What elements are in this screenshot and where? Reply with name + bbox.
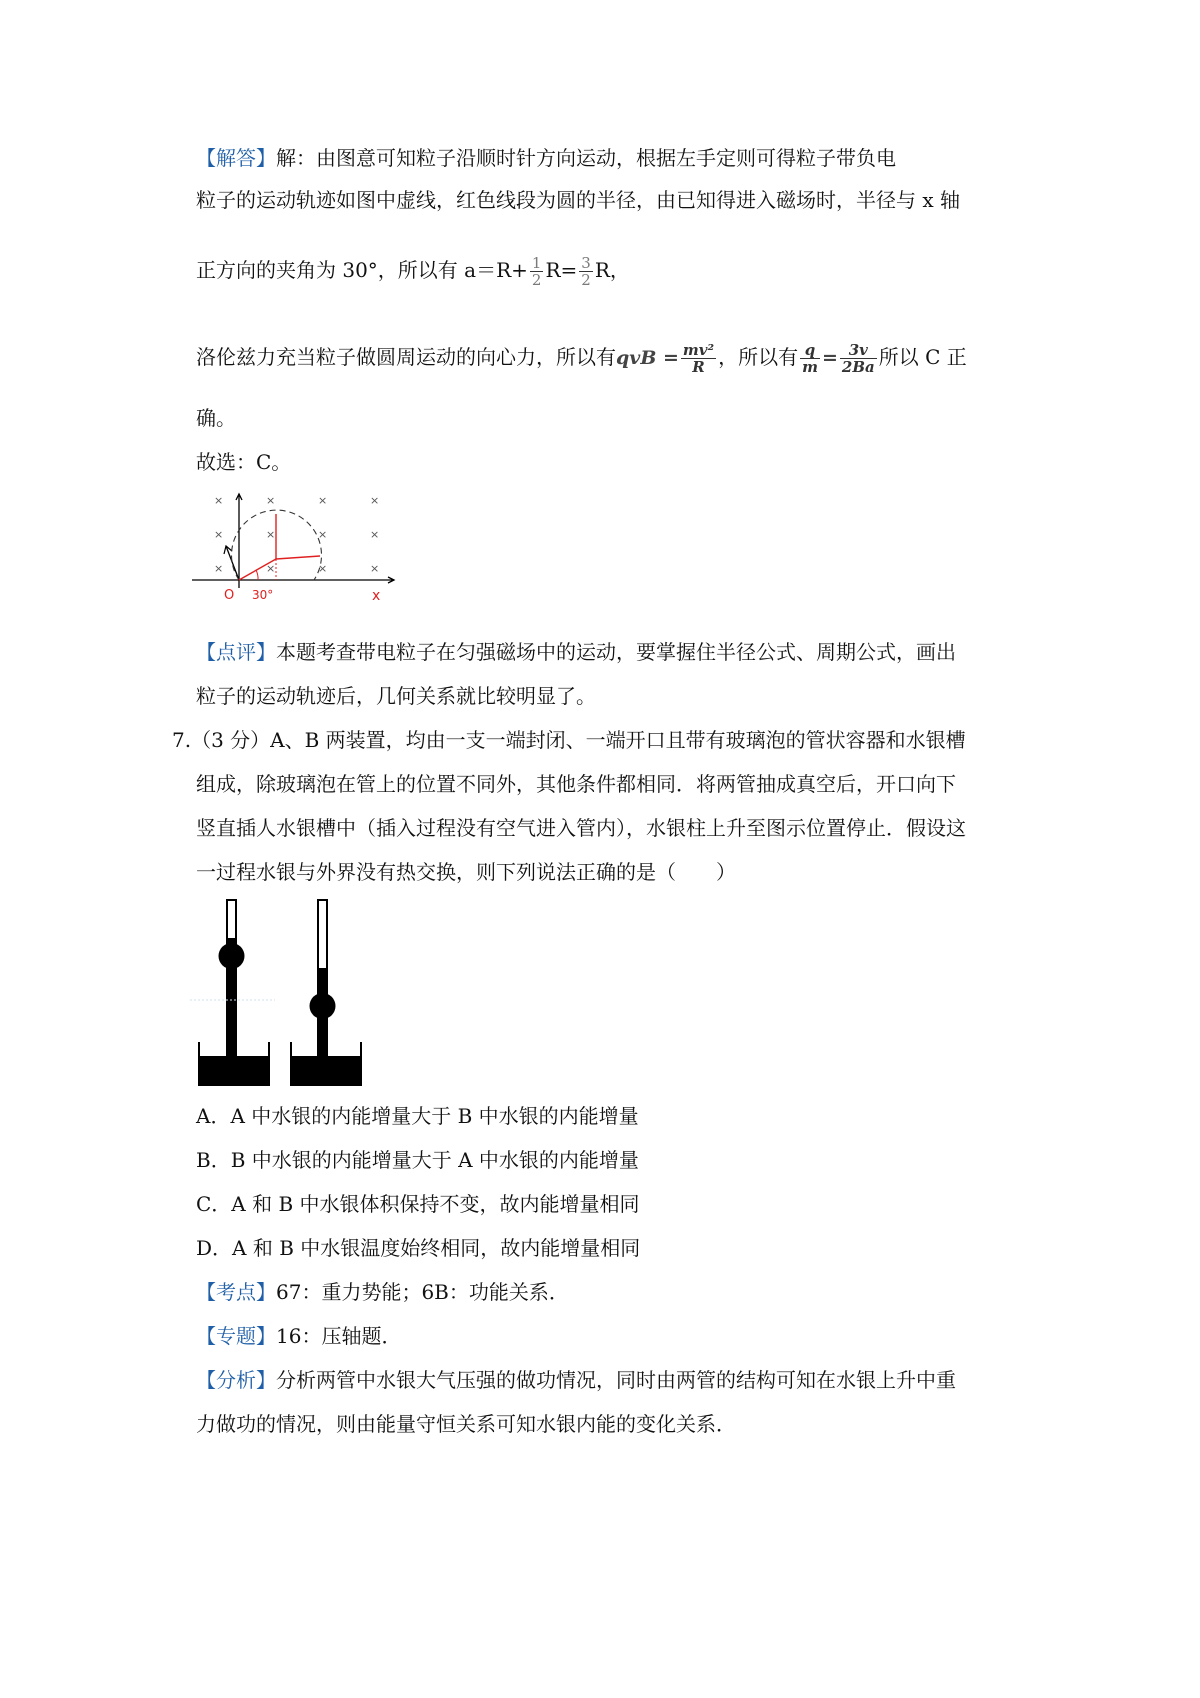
trajectory-figure	[186, 488, 401, 608]
field-cross: ×	[266, 562, 276, 575]
field-cross: ×	[214, 562, 224, 575]
zhuanti-tag: 【专题】	[196, 1324, 276, 1348]
angle-label: 30°	[252, 588, 274, 602]
field-cross: ×	[266, 494, 276, 507]
field-cross: ×	[370, 562, 380, 575]
apparatus-b	[290, 900, 362, 1086]
fraction-mv2-over-r: $\frac{\text{mv²}}{R}$	[682, 341, 715, 376]
fraction-one-half: $\frac{1}{2}$	[531, 254, 542, 289]
field-cross: ×	[214, 528, 224, 541]
fraction-q-over-m: $\frac{q}{m}$	[802, 341, 818, 376]
field-cross: ×	[266, 528, 276, 541]
option-c: C．A 和 B 中水银体积保持不变，故内能增量相同	[196, 1192, 640, 1216]
answer-line-2: 粒子的运动轨迹如图中虚线，红色线段为圆的半径，由已知得进入磁场时，半径与 x 轴	[196, 188, 960, 212]
x-axis-label: x	[372, 588, 381, 604]
answer-text-4a: 洛伦兹力充当粒子做圆周运动的向心力，所以有	[196, 345, 616, 369]
answer-tag: 【解答】	[196, 146, 276, 170]
review-tag: 【点评】	[196, 640, 276, 664]
field-cross: ×	[370, 494, 380, 507]
bulb-a	[219, 943, 245, 969]
velocity-vector	[226, 546, 239, 580]
answer-line-6: 故选：C。	[196, 450, 292, 474]
trough-a-mercury	[198, 1056, 270, 1086]
equation-equals: =	[821, 347, 838, 369]
kaodian-text: 67：重力势能；6B：功能关系．	[276, 1280, 569, 1304]
fenxi-line-1	[196, 1368, 956, 1392]
fraction-three-halves: $\frac{3}{2}$	[581, 254, 591, 289]
fenxi-tag: 【分析】	[196, 1368, 276, 1392]
equation-lorentz-lhs: qvB =	[616, 347, 679, 369]
field-cross: ×	[318, 562, 328, 575]
field-cross: ×	[214, 494, 224, 507]
answer-text-3c: R，	[594, 258, 630, 282]
tube-b-vacuum	[318, 900, 327, 970]
kaodian-line	[196, 1280, 569, 1304]
apparatus-a	[198, 900, 270, 1086]
angle-arc	[256, 570, 258, 580]
option-b: B．B 中水银的内能增量大于 A 中水银的内能增量	[196, 1148, 639, 1172]
option-d: D．A 和 B 中水银温度始终相同，故内能增量相同	[196, 1236, 641, 1260]
fenxi-line-2: 力做功的情况，则由能量守恒关系可知水银内能的变化关系．	[196, 1412, 736, 1436]
fraction-3v-over-2ba: $\frac{3v}{2Ba}$	[841, 341, 875, 376]
field-cross: ×	[318, 528, 328, 541]
answer-line-4	[196, 342, 967, 375]
answer-text-4b: ，所以有	[718, 345, 799, 369]
radius-segment	[276, 556, 320, 559]
answer-text-1: 解：由图意可知粒子沿顺时针方向运动，根据左手定则可得粒子带负电	[276, 146, 896, 170]
answer-text-4c: 所以 C 正	[878, 345, 967, 369]
answer-text-3b: R=	[545, 258, 578, 282]
field-cross: ×	[318, 494, 328, 507]
option-a: A．A 中水银的内能增量大于 B 中水银的内能增量	[196, 1104, 639, 1128]
mercury-tube-figure	[190, 892, 380, 1094]
trough-b-mercury	[290, 1056, 362, 1086]
zhuanti-line	[196, 1324, 401, 1348]
question-line-1: 7.（3 分）A、B 两装置，均由一支一端封闭、一端开口且带有玻璃泡的管状容器和水银槽	[172, 728, 966, 752]
review-line-2: 粒子的运动轨迹后，几何关系就比较明显了。	[196, 684, 596, 708]
origin-label: O	[224, 588, 235, 603]
answer-line-5: 确。	[196, 406, 236, 430]
answer-text-3a: 正方向的夹角为 30°，所以有 a＝R+	[196, 258, 528, 282]
review-text-1: 本题考查带电粒子在匀强磁场中的运动，要掌握住半径公式、周期公式，画出	[276, 640, 956, 664]
answer-line-1	[196, 146, 896, 170]
question-line-3: 竖直插人水银槽中（插入过程没有空气进入管内），水银柱上升至图示位置停止．假设这	[196, 816, 966, 840]
fenxi-text-1: 分析两管中水银大气压强的做功情况，同时由两管的结构可知在水银上升中重	[276, 1368, 956, 1392]
field-cross: ×	[370, 528, 380, 541]
question-line-2: 组成，除玻璃泡在管上的位置不同外，其他条件都相同．将两管抽成真空后，开口向下	[196, 772, 956, 796]
answer-line-3	[196, 255, 630, 288]
review-line-1	[196, 640, 956, 664]
bulb-b	[310, 993, 336, 1019]
question-line-4: 一过程水银与外界没有热交换，则下列说法正确的是（ ）	[196, 860, 736, 884]
kaodian-tag: 【考点】	[196, 1280, 276, 1304]
zhuanti-text: 16：压轴题．	[276, 1324, 402, 1348]
tube-a-vacuum	[227, 900, 236, 940]
